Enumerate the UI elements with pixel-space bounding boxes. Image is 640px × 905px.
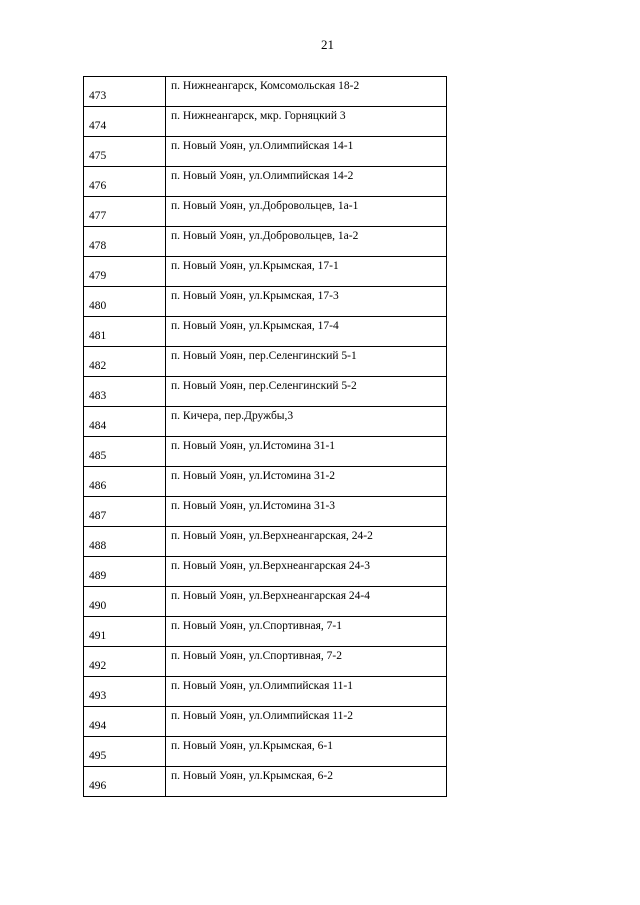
row-address: п. Новый Уоян, ул.Верхнеангарская 24-4 <box>166 587 447 617</box>
table-row <box>84 407 447 437</box>
table-row <box>84 437 447 467</box>
row-number: 480 <box>84 287 166 317</box>
row-address: п. Новый Уоян, ул.Крымская, 17-4 <box>166 317 447 347</box>
row-number: 493 <box>84 677 166 707</box>
row-number: 478 <box>84 227 166 257</box>
row-address: п. Новый Уоян, пер.Селенгинский 5-1 <box>166 347 447 377</box>
table-row <box>84 767 447 797</box>
table-row <box>84 527 447 557</box>
row-number: 474 <box>84 107 166 137</box>
row-number: 494 <box>84 707 166 737</box>
row-number: 483 <box>84 377 166 407</box>
table-row <box>84 497 447 527</box>
row-address: п. Новый Уоян, пер.Селенгинский 5-2 <box>166 377 447 407</box>
table-row <box>84 227 447 257</box>
row-number: 489 <box>84 557 166 587</box>
table-row <box>84 107 447 137</box>
row-number: 475 <box>84 137 166 167</box>
row-address: п. Нижнеангарск, Комсомольская 18-2 <box>166 77 447 107</box>
row-number: 492 <box>84 647 166 677</box>
row-address: п. Новый Уоян, ул.Верхнеангарская 24-3 <box>166 557 447 587</box>
row-number: 481 <box>84 317 166 347</box>
table-row <box>84 287 447 317</box>
table-row <box>84 377 447 407</box>
table-row <box>84 707 447 737</box>
row-address: п. Новый Уоян, ул.Крымская, 6-1 <box>166 737 447 767</box>
row-address: п. Новый Уоян, ул.Олимпийская 14-1 <box>166 137 447 167</box>
table-row <box>84 317 447 347</box>
row-address: п. Новый Уоян, ул.Крымская, 17-3 <box>166 287 447 317</box>
row-number: 486 <box>84 467 166 497</box>
row-number: 487 <box>84 497 166 527</box>
table-row <box>84 737 447 767</box>
table-row <box>84 137 447 167</box>
table-row <box>84 677 447 707</box>
row-number: 482 <box>84 347 166 377</box>
table-row <box>84 587 447 617</box>
table-row <box>84 617 447 647</box>
row-address: п. Новый Уоян, ул.Добровольцев, 1а-2 <box>166 227 447 257</box>
row-address: п. Новый Уоян, ул.Верхнеангарская, 24-2 <box>166 527 447 557</box>
address-table <box>83 76 447 797</box>
row-number: 495 <box>84 737 166 767</box>
row-address: п. Новый Уоян, ул.Добровольцев, 1а-1 <box>166 197 447 227</box>
row-number: 476 <box>84 167 166 197</box>
row-number: 485 <box>84 437 166 467</box>
table-row <box>84 347 447 377</box>
row-address: п. Новый Уоян, ул.Крымская, 17-1 <box>166 257 447 287</box>
row-address: п. Новый Уоян, ул.Крымская, 6-2 <box>166 767 447 797</box>
table-row <box>84 77 447 107</box>
address-table-body <box>84 77 447 797</box>
table-row <box>84 257 447 287</box>
row-number: 488 <box>84 527 166 557</box>
row-address: п. Новый Уоян, ул.Спортивная, 7-1 <box>166 617 447 647</box>
row-address: п. Кичера, пер.Дружбы,3 <box>166 407 447 437</box>
row-address: п. Нижнеангарск, мкр. Горняцкий 3 <box>166 107 447 137</box>
row-address: п. Новый Уоян, ул.Спортивная, 7-2 <box>166 647 447 677</box>
row-address: п. Новый Уоян, ул.Олимпийская 14-2 <box>166 167 447 197</box>
row-number: 479 <box>84 257 166 287</box>
row-number: 491 <box>84 617 166 647</box>
page-number: 21 <box>321 37 334 52</box>
table-row <box>84 647 447 677</box>
table-row <box>84 167 447 197</box>
row-number: 477 <box>84 197 166 227</box>
table-row <box>84 467 447 497</box>
table-row <box>84 197 447 227</box>
row-address: п. Новый Уоян, ул.Истомина 31-2 <box>166 467 447 497</box>
row-number: 473 <box>84 77 166 107</box>
row-address: п. Новый Уоян, ул.Истомина 31-3 <box>166 497 447 527</box>
row-number: 484 <box>84 407 166 437</box>
row-address: п. Новый Уоян, ул.Истомина 31-1 <box>166 437 447 467</box>
table-row <box>84 557 447 587</box>
row-address: п. Новый Уоян, ул.Олимпийская 11-1 <box>166 677 447 707</box>
row-number: 496 <box>84 767 166 797</box>
row-address: п. Новый Уоян, ул.Олимпийская 11-2 <box>166 707 447 737</box>
row-number: 490 <box>84 587 166 617</box>
